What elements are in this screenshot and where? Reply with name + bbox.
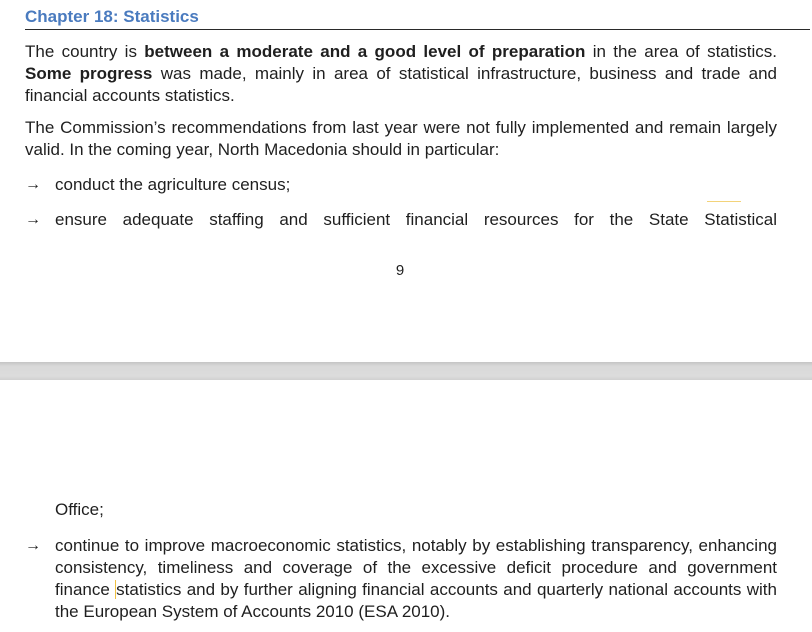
bullet-agriculture-census [25, 174, 777, 196]
bullet-text-part-2: statistics and by further aligning financial accounts and quarterly national accounts with the European System of Accounts 2010 (ESA 2010). [55, 580, 777, 621]
bullet-macroeconomic-statistics [25, 535, 777, 623]
chapter-heading: Chapter 18: Statistics [25, 7, 199, 26]
page-number: 9 [395, 262, 405, 279]
bullet-staffing-continuation: Office; [55, 500, 104, 519]
highlight-mark [707, 201, 741, 202]
bullet-text: ensure adequate staffing and sufficient financial resources for the State Statistical [55, 210, 777, 229]
recommendations-paragraph: The Commission’s recommendations from last year were not fully implemented and remain largely valid. In the coming year, North Macedonia should in particular: [25, 118, 777, 159]
preparation-level-bold: between a moderate and a good level of preparation [144, 42, 586, 61]
arrow-bullet-icon: → [25, 211, 41, 228]
assessment-paragraph [25, 41, 777, 107]
arrow-bullet-icon: → [25, 537, 41, 554]
arrow-bullet-icon: → [25, 176, 41, 193]
progress-level-bold: Some progress [25, 64, 153, 83]
bullet-text [55, 535, 777, 623]
bullet-text: conduct the agriculture census; [55, 175, 291, 194]
page-separator [0, 362, 812, 380]
assessment-text-3: was made, mainly in area of statistical infrastructure, business and trade and financial accounts statistics. [25, 64, 777, 105]
assessment-text-1: The country is [25, 42, 145, 61]
bullet-text-part-1: continue to improve macroeconomic statistics, notably by establishing transparency, enhancing consistency, timeliness and coverage of the excessive deficit procedure and government finance [55, 536, 777, 599]
heading-underline [25, 29, 810, 30]
assessment-text-2: in the area of statistics. [585, 42, 777, 61]
bullet-staffing [25, 209, 777, 231]
